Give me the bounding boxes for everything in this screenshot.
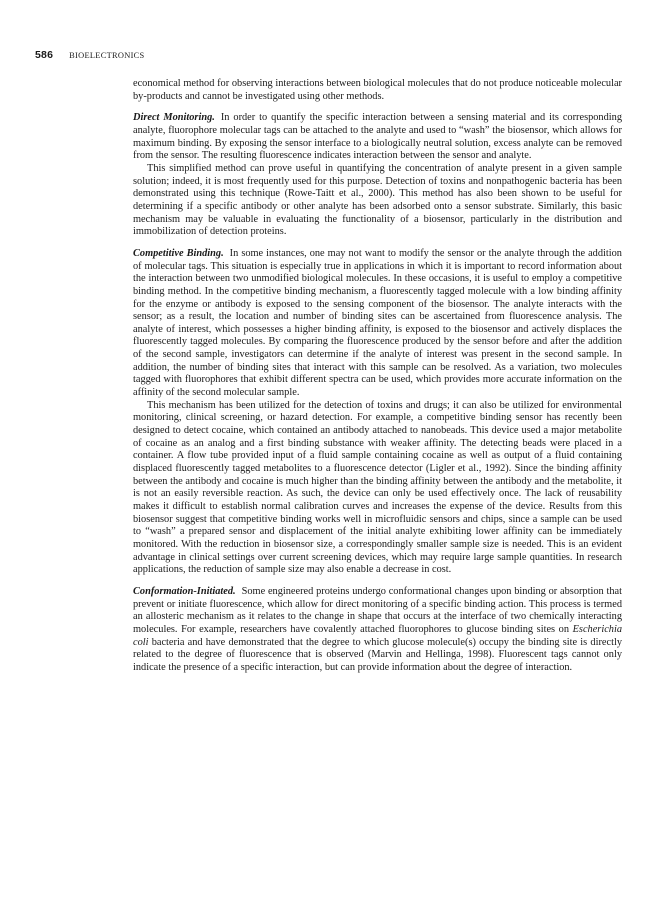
section-heading-conformation-initiated: Conformation-Initiated. xyxy=(133,585,236,597)
body-text xyxy=(133,78,622,675)
paragraph-cocaine-sensor: This mechanism has been utilized for the detection of toxins and drugs; it can also be utilized for environmental monitoring, clinical screening, or hazard detection. For example, a competitive binding sensor has recently been designed to detect cocaine, which contained an antibody attached to nanobeads. This device used a major metabolite of cocaine as an analog and a first binding substance with weaker affinity. The detecting beads were placed in a container. A flow tube provided input of a fluid sample containing cocaine as well as output of a fluid containing displaced fluorescently tagged metabolites to a fluorescence detector (Ligler et al., 1992). Since the binding affinity between the antibody and cocaine is much higher than the binding affinity between the antibody and the metabolite, it is not an easily reversible reaction. As such, the device can only be used effectively once. The lack of reusability makes it difficult to establish normal calibration curves and increases the expense of the device. Results from this biosensor suggest that competitive binding works well in microfluidic sensors and chips, since a sample can be used to “wash” a prepared sensor and displacement of the initial analyte exhibiting lower affinity can be immediately monitored. With the reduction in biosensor size, a correspondingly smaller sample size is needed. This is an evident advantage in clinical settings over current screening devices, which may require large sample quantities. In research applications, the reduction of sample size may also enable a decrease in cost. xyxy=(133,399,622,576)
paragraph-text: Some engineered proteins undergo conformational changes upon binding or absorption that prevent or initiate fluorescence, which allow for direct monitoring of a specific binding action. This process is termed an allosteric mechanism as it relates to the change in shape that occurs at the interface of two chemically interacting molecules. For example, researchers have covalently attached fluorophores to glucose binding sites on xyxy=(133,585,622,635)
page-header xyxy=(35,49,635,63)
paragraph-conformation-initiated xyxy=(133,586,622,675)
running-head: BIOELECTRONICS xyxy=(69,51,145,60)
paragraph-direct-monitoring xyxy=(133,112,622,163)
section-heading-competitive-binding: Competitive Binding. xyxy=(133,247,224,259)
paragraph-simplified-method: This simplified method can prove useful in quantifying the concentration of analyte present in a given sample solution; indeed, it is most frequently used for this purpose. Detection of toxins and nonpathogenic bacteria has been demonstrated using this technique (Rowe-Taitt et al., 2000). This method has also been shown to be useful for determining if a specific antibody or other analyte has been adsorbed onto a sensor substrate. Similarly, this basic mechanism may be valuable in evaluating the functionality of a biosensor, particularly in the distribution and immobilization of detection proteins. xyxy=(133,162,622,238)
section-heading-direct-monitoring: Direct Monitoring. xyxy=(133,112,215,124)
paragraph-text: In order to quantify the specific interaction between a sensing material and its corresponding analyte, fluorophore molecular tags can be attached to the analyte and used to “wash” the biosensor, which allows for maximum binding. By exposing the sensor interface to a biologically neutral solution, excess analyte can be removed from the sensor. The resulting fluorescence indicates interaction between the sensor and analyte. xyxy=(133,112,622,162)
paragraph-text: bacteria and have demonstrated that the degree to which glucose molecule(s) occupy the binding site is directly related to the degree of fluorescence that is observed (Marvin and Hellinga, 1998). Fluorescent tags cannot only indicate the presence of a specific interaction, but can provide information about the degree of interaction. xyxy=(133,636,622,673)
paragraph-continued: economical method for observing interactions between biological molecules that do not produce noticeable molecular by-products and cannot be investigated using other methods. xyxy=(133,78,622,102)
paragraph-text: In some instances, one may not want to modify the sensor or the analyte through the addition of molecular tags. This situation is especially true in applications in which it is important to record information about the interaction between two unmodified biological molecules. In these occasions, it is useful to employ a competitive binding method. In the competitive binding mechanism, a fluorescently tagged molecule with a low binding affinity for the enzyme or antibody is exposed to the sensing component of the biosensor. The analyte interacts with the sensor; as a result, the location and number of binding sites can be ascertained from fluorescence analysis. The analyte of interest, which possesses a higher binding affinity, is exposed to the biosensor and actively displaces the fluorescently tagged molecules. By comparing the fluorescence produced by the sensor before and after the addition of the second sample, investigators can determine if the analyte of interest was present in the second sample. In addition, the number of binding sites that interact with this sample can be resolved. As a variation, two molecules tagged with fluorophores that exhibit different spectra can be used, which provides more accurate information on the affinity of the second molecular sample. xyxy=(133,247,622,399)
paragraph-competitive-binding xyxy=(133,248,622,400)
page-number: 586 xyxy=(35,49,54,61)
species-name: Escherichia coli xyxy=(133,623,622,648)
